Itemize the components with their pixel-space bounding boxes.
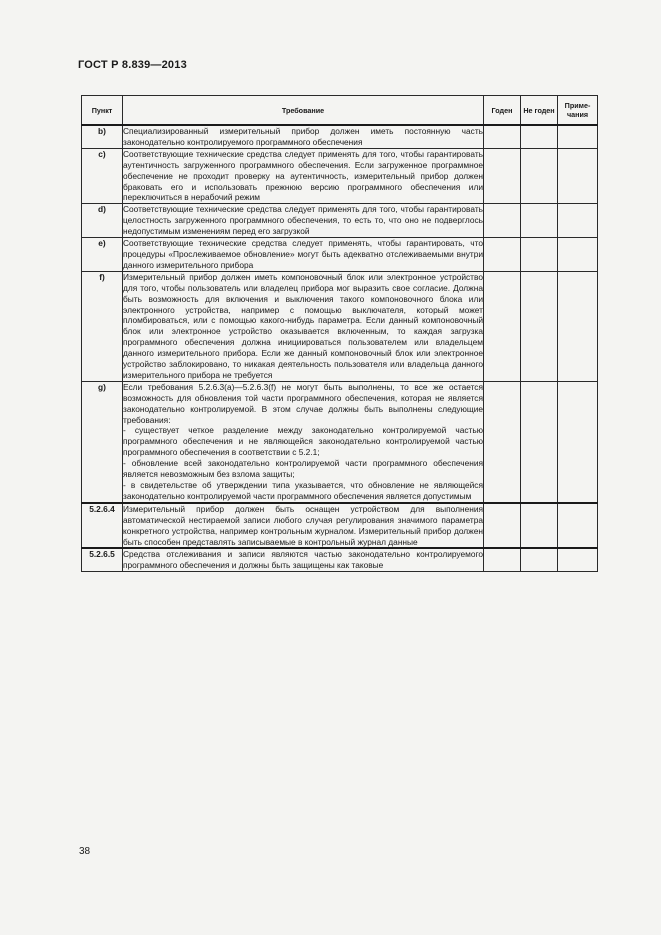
notes-cell [558,271,598,381]
table-row [82,204,598,238]
item-number: 5.2.6.5 [82,548,123,571]
notes-cell [558,148,598,204]
table-row [82,238,598,272]
pass-cell [484,271,521,381]
requirement-text: Измерительный прибор должен быть оснащен устройством для выполнения автоматической нестираемой записи любого случая регулирования значимого параметра конкретного устройства, например контрольным журналом. Измерительный прибор должен быть способен представлять записываемые в контрольный журнал данные [123,503,483,547]
fail-cell [521,204,558,238]
fail-cell [521,238,558,272]
column-header-notes: Приме-чания [558,96,598,126]
notes-cell [558,381,598,502]
pass-cell [484,125,521,148]
fail-cell [521,548,558,571]
notes-cell [558,238,598,272]
notes-cell [558,125,598,148]
fail-cell [521,271,558,381]
notes-cell [558,503,598,549]
fail-cell [521,125,558,148]
requirement-text: Если требования 5.2.6.3(а)—5.2.6.3(f) не могут быть выполнены, то все же остается возможность для обновления той части программного обеспечения, которая не является законодательно контролируемой. В этом случае должны быть выполнены следующие требования: - существует четкое разделение между законодательно контролируемой частью программного обеспечения и не являющейся законодательно контролируемой частью программного обеспечения в соответствии с 5.2.1; - обновление всей законодательно контролируемой части программного обеспечения является невозможным без взлома защиты; - в свидетельстве об утверждении типа указывается, что обновление не являющейся законодательно контролируемой части программного обеспечения является допустимым [123,381,483,501]
requirements-table [81,95,598,572]
fail-cell [521,148,558,204]
requirement-text: Специализированный измерительный прибор должен иметь постоянную часть законодательно контролируемого программного обеспечения [123,126,483,147]
table-row [82,148,598,204]
table-row [82,503,598,549]
column-header-fail: Не годен [521,96,558,126]
item-number: f) [82,271,123,381]
notes-cell [558,548,598,571]
fail-cell [521,503,558,549]
requirement-text: Измерительный прибор должен иметь компоновочный блок или электронное устройство для того, чтобы пользователь или владелец прибора мог выразить свое согласие. Должна быть возможность для включения и выключения такого компоновочного блока или электронного устройства, например с помощью выключателя, который может пломбироваться, или с помощью какого-нибудь параметра. Если данный компоновочный блок или электронное устройство оказывается включенным, то каждая загрузка программного обеспечения должна инициироваться пользователем или владельцем данного измерительного прибора. Если же данный компоновочный блок или электронное устройство заблокировано, то никакая деятельность пользователя или владельца данного измерительного прибора не требуется [123,271,483,380]
notes-cell [558,204,598,238]
column-header-pass: Годен [484,96,521,126]
table-header-row [82,96,598,126]
table-row [82,271,598,381]
pass-cell [484,503,521,549]
item-number: c) [82,148,123,204]
pass-cell [484,381,521,502]
document-title: ГОСТ Р 8.839—2013 [78,59,187,71]
table-row [82,381,598,502]
table-row [82,125,598,148]
pass-cell [484,148,521,204]
fail-cell [521,381,558,502]
pass-cell [484,548,521,571]
requirement-text: Средства отслеживания и записи являются частью законодательно контролируемого программного обеспечения и должны быть защищены как таковые [123,549,483,571]
pass-cell [484,238,521,272]
table-row [82,548,598,571]
requirement-text: Соответствующие технические средства следует применять для того, чтобы гарантировать целостность загруженного программного обеспечения, то есть то, что оно не подверглось недопустимым изменениям перед его загрузкой [123,204,483,237]
item-number: d) [82,204,123,238]
requirement-text: Соответствующие технические средства следует применять для того, чтобы гарантировать аутентичность загруженного программного обеспечения. Если загруженное программное обеспечение не проходит проверку на аутентичность, измерительный прибор должен браковать его и использовать прежнюю версию программного обеспечения или переключиться в нерабочий режим [123,148,483,203]
column-header-item: Пункт [82,96,123,126]
requirement-text: Соответствующие технические средства следует применять, чтобы гарантировать, что процедуры «Прослеживаемое обновление» могут быть адекватно отслеживаемыми внутри данного измерительного прибора [123,238,483,270]
page-number: 38 [79,846,91,857]
pass-cell [484,204,521,238]
item-number: 5.2.6.4 [82,503,123,549]
item-number: b) [82,125,123,148]
column-header-requirement: Требование [123,96,484,126]
item-number: e) [82,238,123,272]
item-number: g) [82,381,123,502]
